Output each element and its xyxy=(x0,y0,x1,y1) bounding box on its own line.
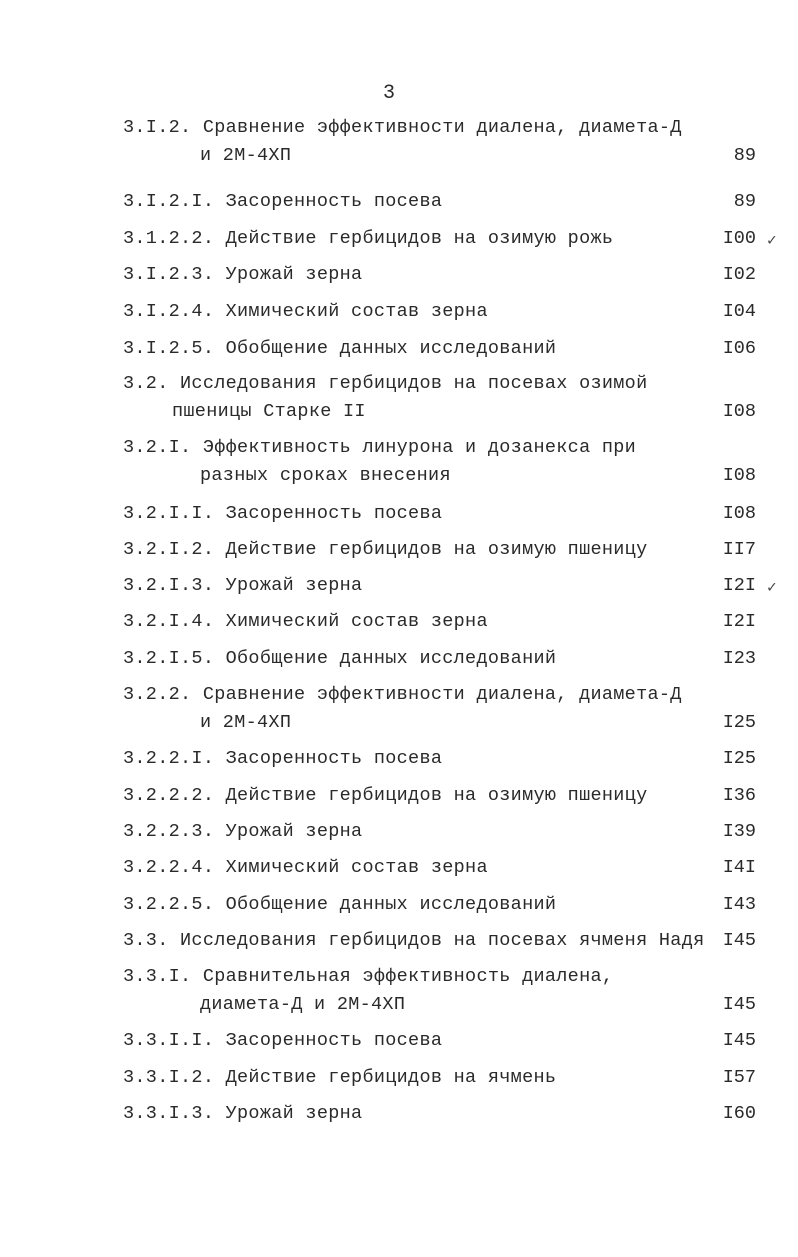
toc-entry-line: 3.2.2.2. Действие гербицидов на озимую пшеницу xyxy=(123,785,648,806)
toc-entry-line: 3.I.2.3. Урожай зерна xyxy=(123,264,363,285)
page-number: 3 xyxy=(383,82,396,105)
toc-entry-continuation: пшеницы Старке II xyxy=(172,401,366,422)
toc-entry-line: 3.2.2.I. Засоренность посева xyxy=(123,748,443,769)
toc-entry-line: 3.3.I. Сравнительная эффективность диалена, xyxy=(123,966,614,987)
handwritten-check-mark: ✓ xyxy=(767,579,777,597)
toc-page-number: I00 xyxy=(722,228,756,249)
toc-page-number: 89 xyxy=(733,191,756,212)
toc-entry-line: 3.I.2. Сравнение эффективности диалена, диамета-Д xyxy=(123,117,682,138)
toc-page-number: I36 xyxy=(722,785,756,806)
toc-entry-line: 3.2.2.5. Обобщение данных исследований xyxy=(123,894,557,915)
toc-page-number: I04 xyxy=(722,301,756,322)
toc-page-number: I2I xyxy=(722,575,756,596)
toc-entry-line: 3.2.I.2. Действие гербицидов на озимую пшеницу xyxy=(123,539,648,560)
toc-entry-continuation: и 2М-4ХП xyxy=(200,712,292,733)
toc-entry-line: 3.2.I.I. Засоренность посева xyxy=(123,503,443,524)
toc-page-number: I08 xyxy=(722,465,756,486)
toc-entry-line: 3.2.I.4. Химический состав зерна xyxy=(123,611,488,632)
toc-page-number: I45 xyxy=(722,930,756,951)
toc-entry-line: 3.2.I.3. Урожай зерна xyxy=(123,575,363,596)
toc-entry-line: 3.1.2.2. Действие гербицидов на озимую рожь xyxy=(123,228,614,249)
toc-entry-line: 3.3.I.I. Засоренность посева xyxy=(123,1030,443,1051)
toc-page-number: II7 xyxy=(722,539,756,560)
toc-page-number: I45 xyxy=(722,994,756,1015)
toc-page-number: I39 xyxy=(722,821,756,842)
toc-page-number: 89 xyxy=(733,145,756,166)
toc-page-number: I45 xyxy=(722,1030,756,1051)
handwritten-check-mark: ✓ xyxy=(767,232,777,250)
toc-page-number: I2I xyxy=(722,611,756,632)
toc-entry-line: 3.I.2.4. Химический состав зерна xyxy=(123,301,488,322)
toc-entry-line: 3.I.2.I. Засоренность посева xyxy=(123,191,443,212)
toc-page-number: I02 xyxy=(722,264,756,285)
toc-entry-continuation: разных сроках внесения xyxy=(200,465,451,486)
toc-page-number: I57 xyxy=(722,1067,756,1088)
toc-entry-line: 3.2.2.4. Химический состав зерна xyxy=(123,857,488,878)
toc-entry-line: 3.2.2.3. Урожай зерна xyxy=(123,821,363,842)
toc-page-number: I60 xyxy=(722,1103,756,1124)
toc-entry-line: 3.2.I.5. Обобщение данных исследований xyxy=(123,648,557,669)
toc-entry-line: 3.3. Исследования гербицидов на посевах ячменя Надя xyxy=(123,930,705,951)
toc-page-number: I25 xyxy=(722,712,756,733)
toc-entry-line: 3.2.2. Сравнение эффективности диалена, диамета-Д xyxy=(123,684,682,705)
toc-entry-line: 3.I.2.5. Обобщение данных исследований xyxy=(123,338,557,359)
toc-entry-line: 3.3.I.2. Действие гербицидов на ячмень xyxy=(123,1067,557,1088)
toc-entry-continuation: и 2М-4ХП xyxy=(200,145,292,166)
toc-page-number: I23 xyxy=(722,648,756,669)
toc-entry-continuation: диамета-Д и 2М-4ХП xyxy=(200,994,406,1015)
toc-page-number: I08 xyxy=(722,401,756,422)
toc-entry-line: 3.2.I. Эффективность линурона и дозанекса при xyxy=(123,437,637,458)
toc-page-number: I06 xyxy=(722,338,756,359)
toc-entry-line: 3.2. Исследования гербицидов на посевах озимой xyxy=(123,373,648,394)
toc-entry-line: 3.3.I.3. Урожай зерна xyxy=(123,1103,363,1124)
toc-page-number: I08 xyxy=(722,503,756,524)
toc-page-number: I43 xyxy=(722,894,756,915)
toc-page-number: I4I xyxy=(722,857,756,878)
toc-page-number: I25 xyxy=(722,748,756,769)
